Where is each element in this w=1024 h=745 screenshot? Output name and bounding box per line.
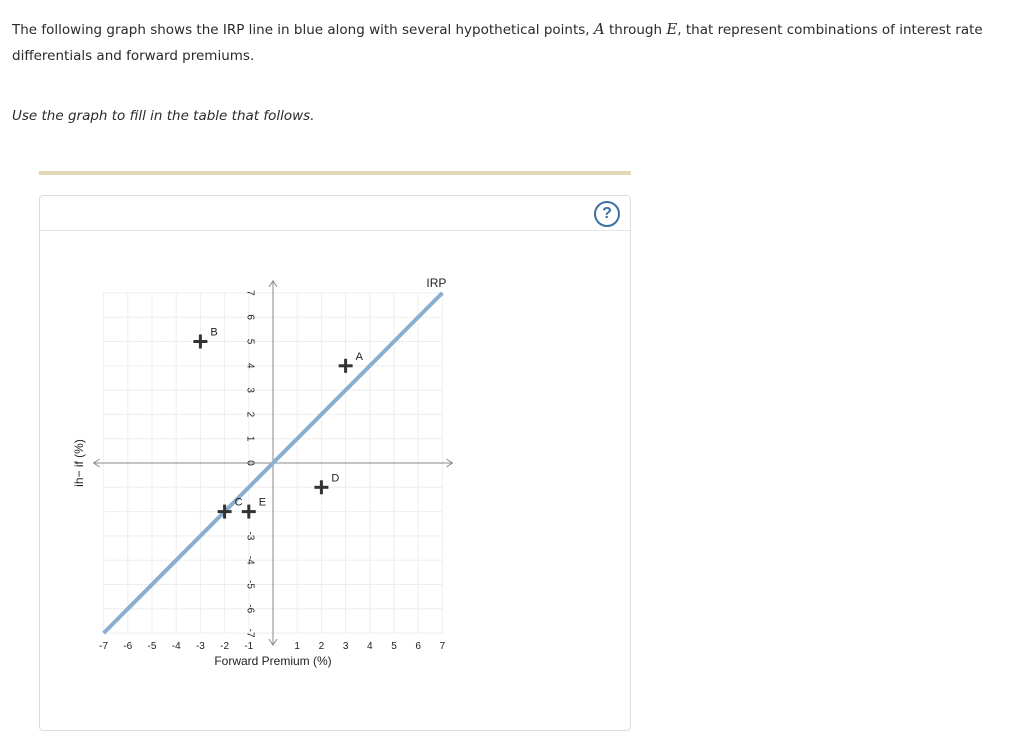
y-tick-label: 7: [244, 290, 256, 296]
help-icon[interactable]: ?: [594, 201, 620, 227]
intro-part3: , that represent combinations of interest rate differentials and forward premiums.: [12, 22, 983, 64]
point-b: [193, 335, 207, 349]
point-label-c: C: [234, 496, 243, 509]
instruction-text: Use the graph to fill in the table that follows.: [12, 108, 315, 124]
x-tick-label: 6: [415, 641, 421, 653]
y-tick-label: 4: [244, 363, 256, 369]
y-axis-title: ih− if (%): [72, 439, 87, 487]
x-tick-label: 3: [342, 641, 349, 653]
x-axis-title: Forward Premium (%): [214, 654, 332, 669]
point-label-a: A: [355, 350, 363, 363]
x-tick-label: -3: [195, 641, 205, 653]
x-tick-label: 4: [367, 641, 373, 653]
x-tick-label: -2: [220, 641, 230, 653]
y-tick-label: 3: [244, 387, 256, 393]
x-tick-label: -5: [147, 641, 157, 653]
intro-var-e: E: [666, 20, 678, 38]
x-tick-label: -6: [123, 641, 133, 653]
point-label-e: E: [258, 496, 267, 509]
point-e: [242, 505, 256, 519]
point-d: [314, 480, 328, 494]
y-tick-label: 2: [244, 411, 256, 418]
y-tick-label: -6: [244, 604, 256, 614]
y-tick-labels: [244, 290, 255, 638]
x-tick-label: -4: [171, 641, 181, 653]
point-label-d: D: [331, 472, 340, 485]
y-tick-label: 1: [244, 435, 256, 442]
y-tick-label: -3: [244, 531, 256, 541]
x-tick-label: 1: [294, 641, 300, 653]
y-tick-label: -7: [244, 628, 256, 638]
x-tick-labels: [99, 641, 445, 652]
irp-line-label: IRP: [426, 275, 447, 290]
x-tick-label: 7: [439, 641, 446, 653]
x-tick-label: 5: [391, 641, 397, 653]
intro-part1: The following graph shows the IRP line in blue along with several hypothetical points,: [12, 22, 594, 38]
y-tick-label: -4: [244, 555, 256, 565]
y-tick-label: 0: [244, 460, 256, 466]
x-tick-label: -7: [99, 641, 109, 653]
y-tick-label: -5: [244, 580, 256, 589]
intro-part2: through: [604, 22, 667, 38]
y-tick-label: 5: [244, 338, 256, 345]
x-tick-label: -1: [244, 641, 254, 653]
point-label-b: B: [210, 326, 218, 339]
y-tick-label: 6: [244, 314, 256, 320]
point-a: [339, 359, 353, 373]
x-tick-label: 2: [318, 641, 325, 653]
intro-var-a: A: [593, 20, 605, 38]
